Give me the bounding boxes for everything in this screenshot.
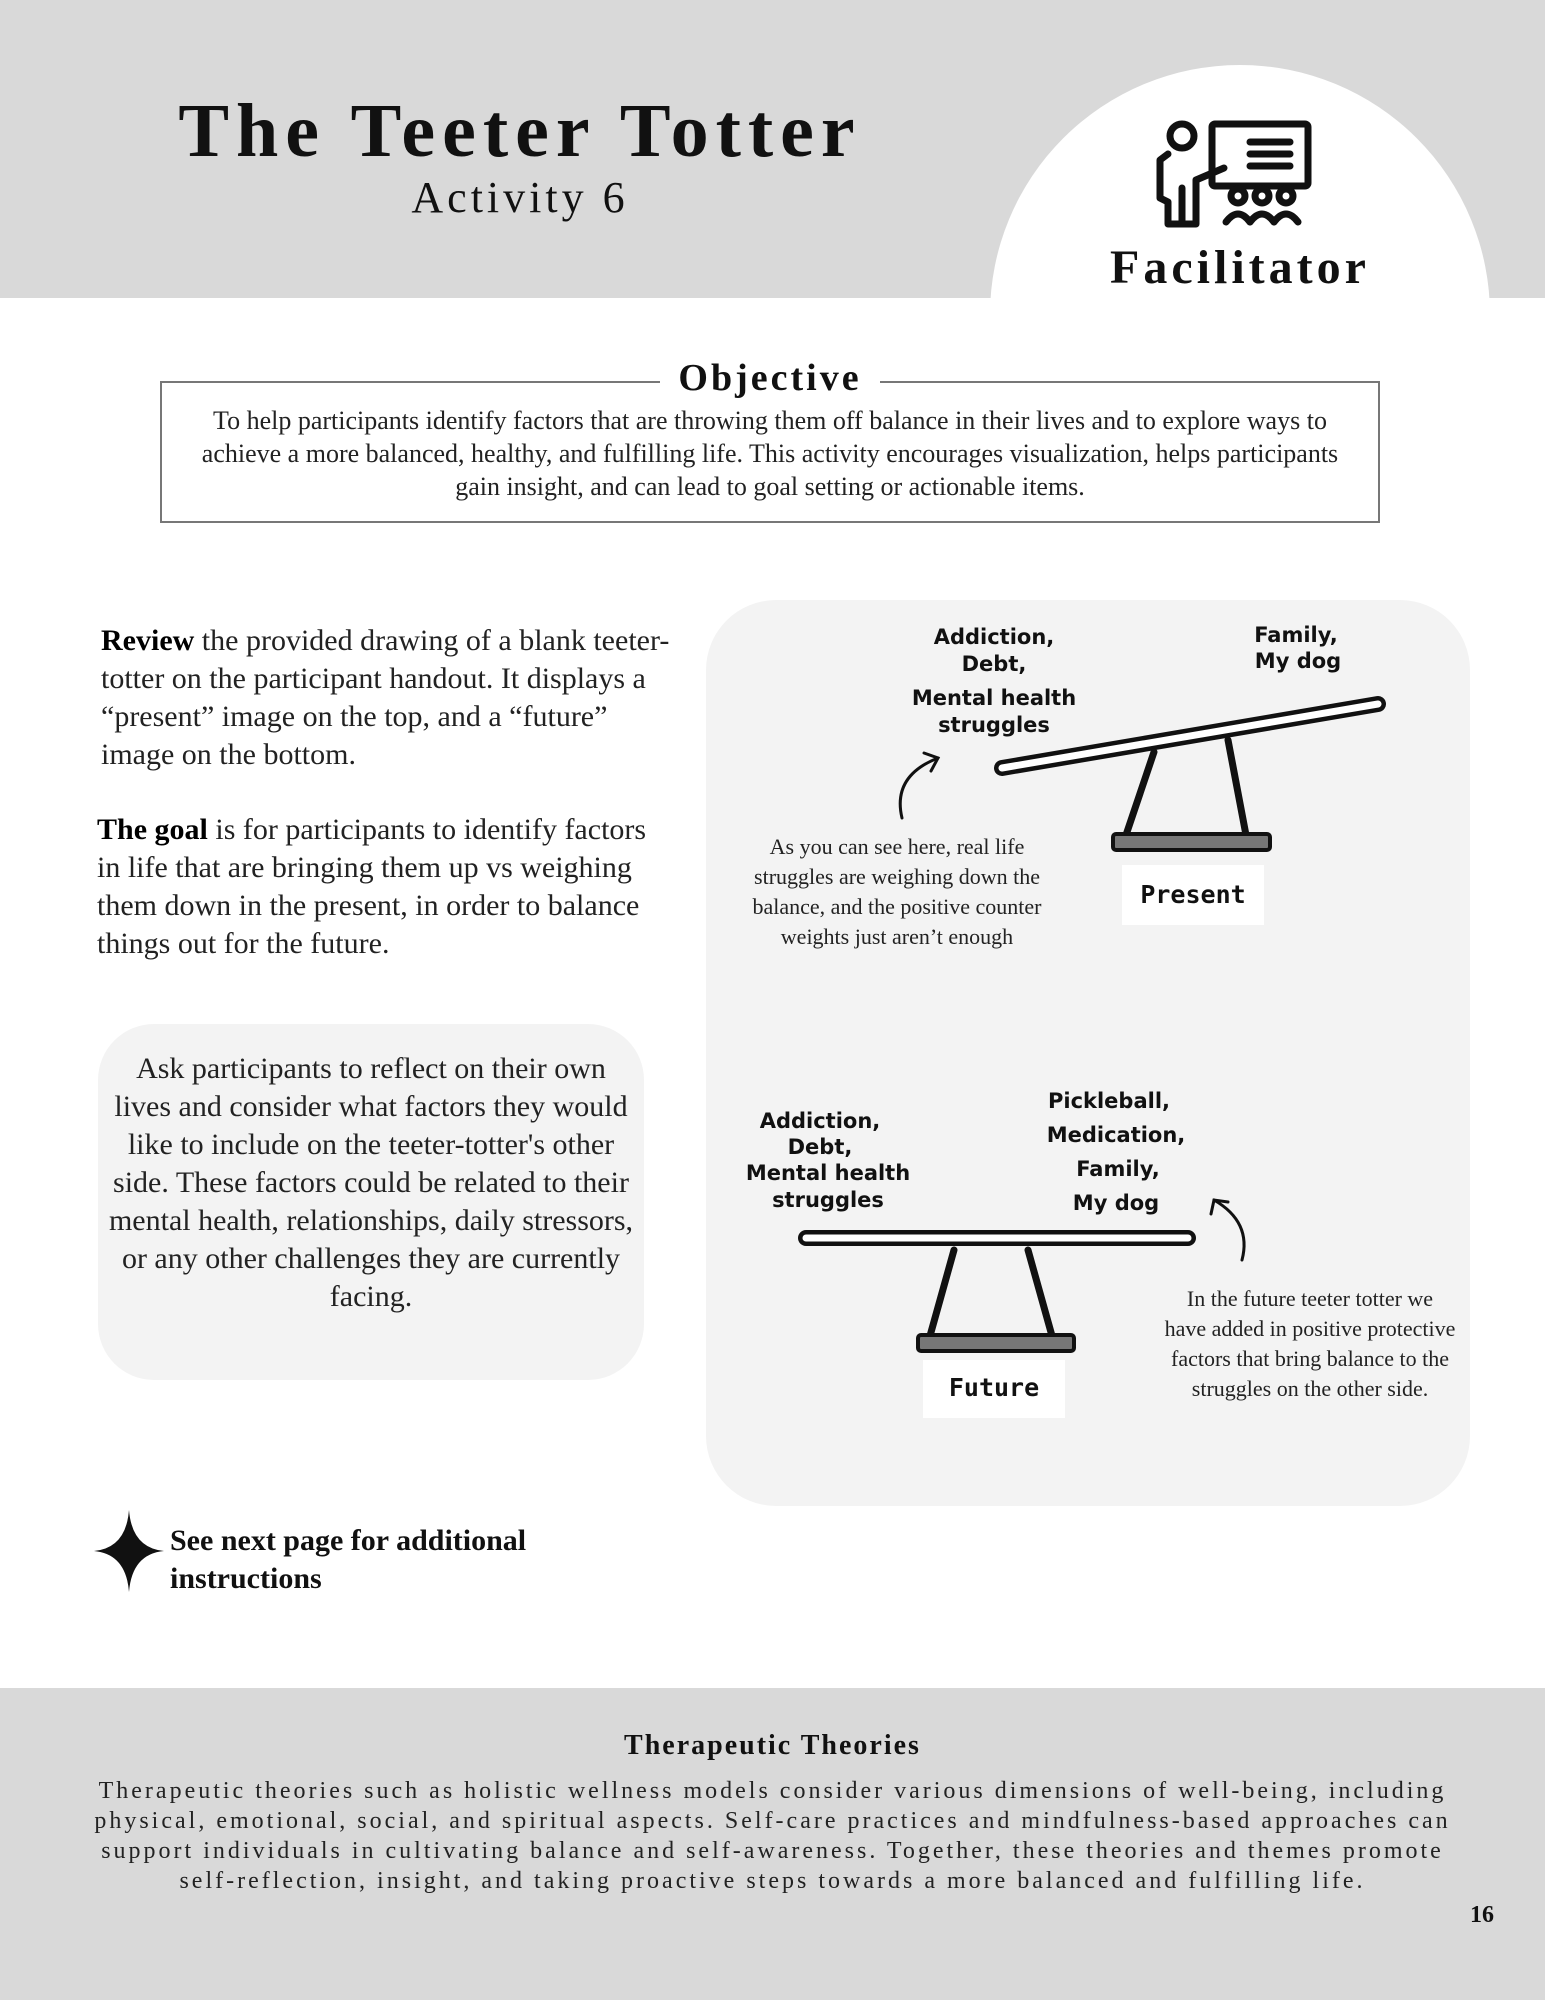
goal-paragraph [97,811,671,963]
future-teeter-totter [806,1238,1188,1351]
goal-text: is for participants to identify factors in life that are bringing them up vs weighing them down in the present, in order to balance things out for the future. [97,813,647,960]
page-number: 16 [1470,1902,1494,1928]
future-label: Future [948,1373,1040,1402]
future-right-item: Pickleball, [1047,1089,1171,1113]
present-teeter-totter [1002,704,1378,850]
present-high-item: Family, [1254,623,1338,647]
review-text: the provided drawing of a blank teeter-totter on the participant handout. It displays a “present” image on the top, and a “future” image on the bottom. [101,624,670,771]
page-title: The Teeter Totter [178,89,862,173]
future-right-item: My dog [1072,1191,1160,1215]
future-note: In the future teeter totter we have added in positive protective factors that bring balance to the struggles on the other side. [1164,1286,1456,1401]
presenter-icon [1154,118,1314,230]
present-arrow-icon [900,753,938,818]
goal-lead: The goal [97,813,208,846]
present-low-item: Addiction, [933,625,1055,649]
objective-title: Objective [660,356,880,400]
present-low-item: Mental health [911,686,1077,710]
activity-subtitle: Activity 6 [411,173,629,222]
present-high-item: My dog [1254,649,1342,673]
review-paragraph [101,622,671,774]
future-arrow-icon [1211,1200,1244,1260]
review-lead: Review [101,624,195,657]
present-low-item: Debt, [961,652,1027,676]
future-left-item: Mental health [745,1161,911,1185]
future-left-item: Debt, [787,1135,853,1159]
sparkle-icon [94,1510,164,1592]
future-left-item: struggles [772,1188,884,1212]
theories-title: Therapeutic Theories [624,1730,921,1761]
future-right-item: Medication, [1046,1123,1186,1147]
objective-text: To help participants identify factors that are throwing them off balance in their lives and to explore ways to achieve a more balanced, healthy, and fulfilling life. This activity encourages visualization, helps participants gain insight, and can lead to goal setting or actionable items. [201,406,1339,501]
reflect-text: Ask participants to reflect on their own lives and consider what factors they would like to include on the teeter-totter's other side. These factors could be related to their mental health, relationships, daily stressors, or any other challenges they are currently facing. [108,1052,634,1313]
next-page-note: See next page for additional instructions [170,1524,527,1595]
present-label: Present [1140,880,1246,909]
future-right-item: Family, [1076,1157,1160,1181]
future-left-item: Addiction, [759,1109,881,1133]
present-low-item: struggles [938,713,1050,737]
facilitator-label: Facilitator [1110,241,1370,294]
theories-text: Therapeutic theories such as holistic wellness models consider various dimensions of well-being, including physical, emotional, social, and spiritual aspects. Self-care practices and mindfulness-based approaches can support individuals in cultivating balance and self-awareness. Together, these theories and themes promote self-reflection, insight, and taking proactive steps towards a more balanced and fulfilling life. [94,1778,1451,1894]
present-note: As you can see here, real life struggles are weighing down the balance, and the positive counter weights just aren’t enough [752,834,1042,949]
